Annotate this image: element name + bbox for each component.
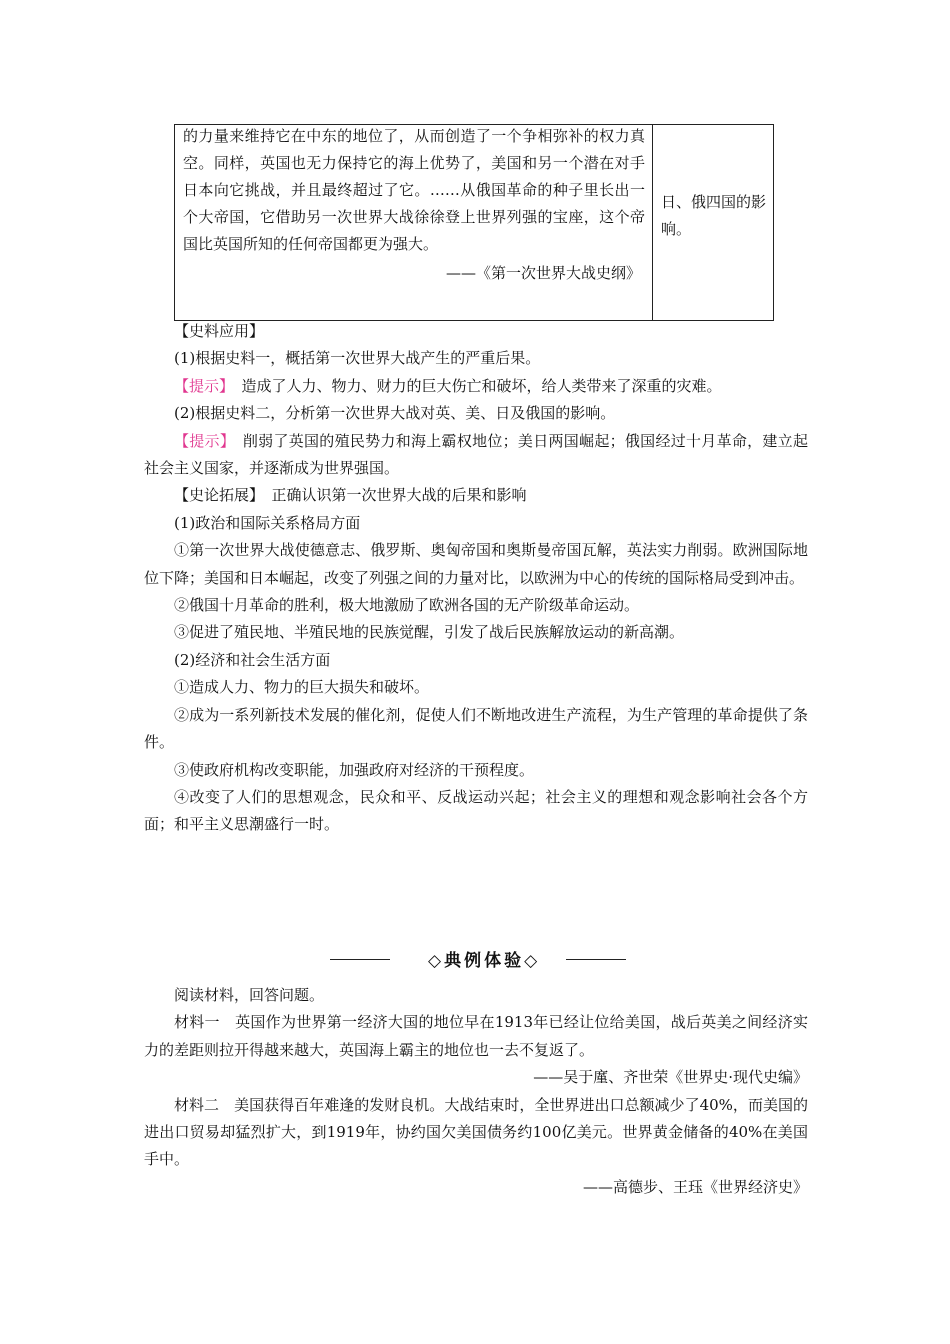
example-intro: 阅读材料，回答问题。 bbox=[174, 986, 325, 1004]
material-2 bbox=[144, 1092, 808, 1174]
point-7: ④改变了人们的思想观念，民众和平、反战运动兴起；社会主义的理想和观念影响社会各个方面；和平主义思潮盛行一时。 bbox=[144, 787, 808, 834]
table-divider bbox=[652, 125, 653, 320]
material-2-text: 美国获得百年难逢的发财良机。大战结束时，全世界进出口总额减少了40%，而美国的进出口贸易却猛烈扩大，到1919年，协约国欠美国债务约100亿美元。世界黄金储备的40%在美国手中。 bbox=[144, 1095, 808, 1169]
table-left-text: 的力量来维持它在中东的地位了，从而创造了一个争相弥补的权力真空。同样，英国也无力保持它的海上优势了，美国和另一个潜在对手日本向它挑战，并且最终超过了它。……从俄国革命的种子里长出一个大帝国，它借助另一次世界大战徐徐登上世界列强的宝座，这个帝国比英国所知的任何帝国都更为强大。 bbox=[183, 127, 645, 253]
header-rule-right bbox=[566, 959, 626, 960]
main-content bbox=[144, 318, 808, 839]
question-2: (2)根据史料二，分析第一次世界大战对英、美、日及俄国的影响。 bbox=[174, 404, 616, 423]
question-1: (1)根据史料一，概括第一次世界大战产生的严重后果。 bbox=[174, 349, 541, 368]
header-rule-left bbox=[330, 959, 390, 960]
example-content bbox=[144, 982, 808, 1201]
material-1-text: 英国作为世界第一经济大国的地位早在1913年已经让位给美国，战后英美之间经济实力的差距则拉开得越来越大，英国海上霸主的地位也一去不复返了。 bbox=[144, 1013, 808, 1059]
table-left-source: ——《第一次世界大战史纲》 bbox=[445, 264, 641, 282]
table-right-cell: 日、俄四国的影响。 bbox=[661, 193, 767, 238]
hint-2 bbox=[144, 428, 808, 483]
hint-label: 【提示】 bbox=[174, 376, 227, 395]
material-1-source: ——吴于廑、齐世荣《世界史·现代史编》 bbox=[533, 1068, 808, 1087]
source-table bbox=[174, 124, 774, 321]
example-section-header bbox=[330, 944, 630, 974]
extension-title: 正确认识第一次世界大战的后果和影响 bbox=[271, 486, 527, 505]
example-title: ◇典例体验◇ bbox=[428, 951, 541, 971]
material-2-source: ——高德步、王珏《世界经济史》 bbox=[582, 1177, 808, 1196]
point-3: ③促进了殖民地、半殖民地的民族觉醒，引发了战后民族解放运动的新高潮。 bbox=[174, 623, 685, 642]
material-1-label: 材料一 bbox=[174, 1013, 220, 1032]
section-heading-extension bbox=[144, 482, 808, 509]
hint-label: 【提示】 bbox=[174, 431, 228, 450]
subheading-politics: (1)政治和国际关系格局方面 bbox=[174, 513, 361, 532]
material-2-label: 材料二 bbox=[174, 1095, 220, 1114]
point-4: ①造成人力、物力的巨大损失和破坏。 bbox=[174, 678, 430, 697]
point-2: ②俄国十月革命的胜利，极大地激励了欧洲各国的无产阶级革命运动。 bbox=[174, 596, 640, 615]
section-heading-application: 【史料应用】 bbox=[174, 322, 265, 340]
table-left-cell bbox=[183, 123, 645, 287]
hint-1 bbox=[144, 373, 808, 400]
point-6: ③使政府机构改变职能，加强政府对经济的干预程度。 bbox=[174, 760, 535, 779]
subheading-economy: (2)经济和社会生活方面 bbox=[174, 650, 331, 669]
point-5: ②成为一系列新技术发展的催化剂，促使人们不断地改进生产流程，为生产管理的革命提供了条件。 bbox=[144, 705, 808, 752]
hint-2-text: 削弱了英国的殖民势力和海上霸权地位；美日两国崛起；俄国经过十月革命，建立起社会主义国家，并逐渐成为世界强国。 bbox=[144, 431, 808, 478]
material-1 bbox=[144, 1009, 808, 1064]
point-1: ①第一次世界大战使德意志、俄罗斯、奥匈帝国和奥斯曼帝国瓦解，英法实力削弱。欧洲国际地位下降；美国和日本崛起，改变了列强之间的力量对比，以欧洲为中心的传统的国际格局受到冲击。 bbox=[144, 541, 808, 587]
hint-1-text: 造成了人力、物力、财力的巨大伤亡和破坏，给人类带来了深重的灾难。 bbox=[241, 376, 722, 395]
extension-label: 【史论拓展】 bbox=[174, 486, 257, 505]
